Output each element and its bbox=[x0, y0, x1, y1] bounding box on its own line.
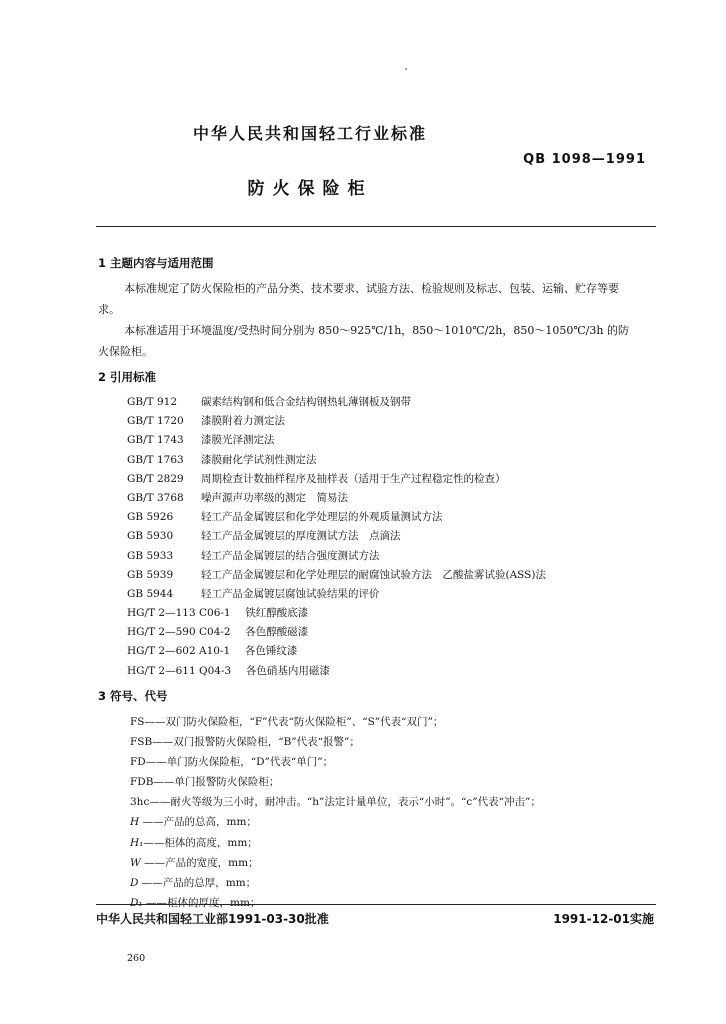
section-1-paragraph-2-line-2: 火保险柜。 bbox=[98, 345, 153, 358]
symbol-code: FD bbox=[130, 756, 146, 769]
list-item bbox=[130, 772, 541, 792]
list-item bbox=[130, 732, 541, 752]
symbol-code: 3hc bbox=[130, 796, 150, 809]
list-item bbox=[127, 585, 546, 604]
document-title: 防火保险柜 bbox=[247, 179, 373, 199]
standard-number: GB 5933 bbox=[127, 549, 174, 562]
symbols-list bbox=[130, 712, 541, 913]
standard-title: 漆膜光泽测定法 bbox=[201, 434, 275, 447]
list-item bbox=[130, 792, 541, 812]
symbol-description: ——耐火等级为三小时，耐冲击。“h”法定计量单位，表示“小时”。“c”代表“冲击”； bbox=[149, 796, 541, 809]
section-1-paragraph-1-line-1: 本标准规定了防火保险柜的产品分类、技术要求、试验方法、检验规则及标志、包装、运输、贮存等要 bbox=[124, 282, 619, 295]
standard-title: 轻工产品金属镀层的厚度测试方法 点滴法 bbox=[201, 530, 401, 543]
standard-code: QB 1098—1991 bbox=[523, 152, 646, 167]
standard-number: GB 5939 bbox=[127, 568, 174, 581]
list-item bbox=[130, 712, 541, 732]
standard-number: HG/T 2—113 C06-1 bbox=[127, 607, 231, 620]
standard-title: 各色硝基内用磁漆 bbox=[245, 664, 330, 677]
list-item bbox=[130, 833, 541, 853]
list-item bbox=[127, 566, 546, 585]
section-3-heading: 3 符号、代号 bbox=[98, 689, 168, 703]
list-item bbox=[127, 412, 546, 431]
list-item bbox=[127, 451, 546, 470]
symbol-description: ——单门防火保险柜，“D”代表“单门”； bbox=[145, 756, 334, 769]
standard-number: HG/T 2—602 A10-1 bbox=[127, 645, 231, 658]
standard-number: GB 5930 bbox=[127, 530, 174, 543]
section-1-paragraph-2-line-1: 本标准适用于环境温度/受热时间分别为 850～925℃/1h，850～1010℃/2h，850～1050℃/3h 的防 bbox=[124, 324, 629, 337]
approval-date: 中华人民共和国轻工业部1991-03-30批准 bbox=[96, 912, 329, 926]
symbol-code: D bbox=[130, 876, 139, 889]
standard-title: 轻工产品金属镀层和化学处理层的外观质量测试方法 bbox=[201, 511, 443, 524]
list-item bbox=[127, 431, 546, 450]
list-item bbox=[130, 853, 541, 873]
standard-title: 轻工产品金属镀层腐蚀试验结果的评价 bbox=[201, 587, 380, 600]
standard-number: GB/T 3768 bbox=[127, 491, 184, 504]
list-item bbox=[127, 604, 546, 623]
list-item bbox=[127, 527, 546, 546]
standard-number: GB/T 1763 bbox=[127, 453, 184, 466]
standard-number: GB 5926 bbox=[127, 511, 174, 524]
list-item bbox=[127, 470, 546, 489]
symbol-code: W bbox=[130, 856, 141, 869]
footer-divider bbox=[96, 904, 656, 905]
standard-number: GB/T 2829 bbox=[127, 472, 184, 485]
symbol-code: FS bbox=[130, 716, 145, 728]
standard-number: HG/T 2—611 Q04-3 bbox=[127, 664, 232, 677]
standard-number: GB/T 1720 bbox=[127, 415, 184, 428]
standard-title: 周期检查计数抽样程序及抽样表（适用于生产过程稳定性的检查） bbox=[201, 472, 506, 485]
standard-number: HG/T 2—590 C04-2 bbox=[127, 626, 231, 639]
standard-title: 噪声源声功率级的测定 简易法 bbox=[201, 491, 348, 504]
symbol-description: ——双门防火保险柜，“F”代表“防火保险柜”、“S”代表“双门”； bbox=[144, 716, 444, 728]
referenced-standards-list bbox=[127, 393, 546, 681]
list-item bbox=[127, 489, 546, 508]
symbol-code: H bbox=[130, 816, 140, 829]
standard-title: 漆膜耐化学试剂性测定法 bbox=[201, 453, 317, 466]
list-item bbox=[127, 508, 546, 527]
issuing-body-title: 中华人民共和国轻工行业标准 bbox=[192, 124, 427, 143]
list-item bbox=[127, 393, 546, 412]
effective-date: 1991-12-01实施 bbox=[553, 912, 654, 926]
section-1-heading: 1 主题内容与适用范围 bbox=[98, 256, 214, 270]
symbol-code: FSB bbox=[130, 736, 153, 749]
section-1-paragraph-1-line-2: 求。 bbox=[98, 303, 120, 316]
list-item bbox=[127, 547, 546, 566]
symbol-description: ——柜体的高度，mm； bbox=[143, 836, 258, 849]
symbol-code: D₁ bbox=[130, 896, 143, 909]
list-item bbox=[130, 752, 541, 772]
standard-title: 碳素结构钢和低合金结构钢热轧薄钢板及钢带 bbox=[201, 396, 411, 408]
standard-title: 漆膜附着力测定法 bbox=[201, 415, 285, 428]
standard-number: GB/T 1743 bbox=[127, 434, 184, 447]
standard-number: GB/T 912 bbox=[127, 396, 178, 408]
symbol-description: ——产品的总高，mm； bbox=[142, 816, 257, 829]
standard-title: 各色醇酸磁漆 bbox=[245, 626, 309, 639]
list-item bbox=[130, 873, 541, 893]
standard-title: 轻工产品金属镀层的结合强度测试方法 bbox=[201, 549, 380, 562]
symbol-code: H₁ bbox=[130, 836, 144, 849]
list-item bbox=[127, 642, 546, 661]
standard-title: 铁红醇酸底漆 bbox=[245, 607, 309, 620]
list-item bbox=[127, 662, 546, 681]
symbol-description: ——单门报警防火保险柜； bbox=[153, 776, 280, 789]
page-number: 260 bbox=[127, 953, 146, 964]
symbol-code: FDB bbox=[130, 776, 154, 789]
scan-artifact-dot bbox=[405, 68, 407, 70]
symbol-description: ——产品的总厚，mm； bbox=[141, 876, 257, 889]
standard-number: GB 5944 bbox=[127, 587, 174, 600]
section-2-heading: 2 引用标准 bbox=[98, 370, 157, 384]
list-item bbox=[130, 812, 541, 832]
header-divider bbox=[96, 226, 656, 227]
symbol-description: ——产品的宽度，mm； bbox=[144, 856, 259, 869]
symbol-description: ——双门报警防火保险柜，“B”代表“报警”； bbox=[152, 736, 360, 749]
symbol-description: ——柜体的厚度，mm； bbox=[145, 896, 261, 909]
list-item bbox=[127, 623, 546, 642]
standard-title: 各色锤纹漆 bbox=[244, 645, 298, 658]
standard-title: 轻工产品金属镀层和化学处理层的耐腐蚀试验方法 乙酸盐雾试验(ASS)法 bbox=[201, 568, 546, 581]
